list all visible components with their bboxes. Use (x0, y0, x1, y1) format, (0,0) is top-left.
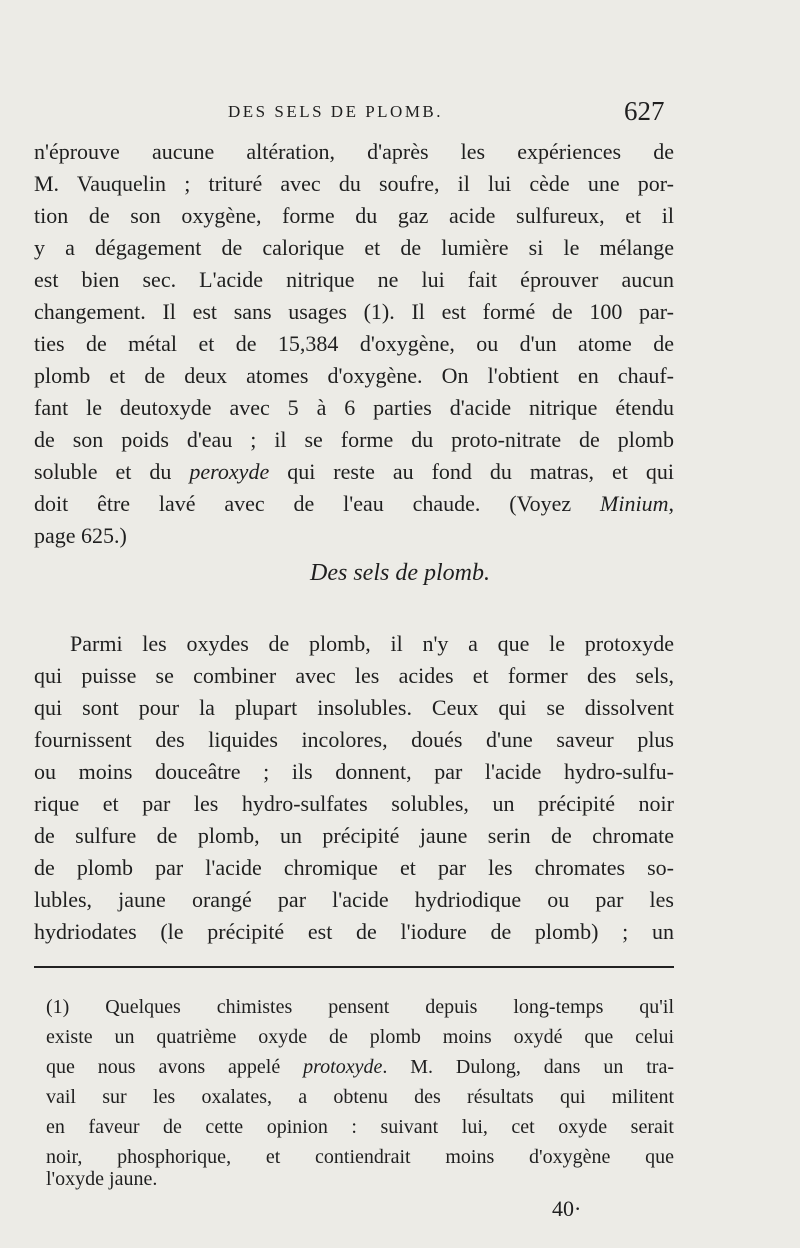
text-line: est bien sec. L'acide nitrique ne lui fait éprouver aucun (34, 267, 674, 292)
running-head: DES SELS DE PLOMB. (228, 102, 444, 121)
footnote-line: l'oxyde jaune. (46, 1168, 158, 1190)
section-heading: Des sels de plomb. (310, 560, 490, 586)
text-line: qui puisse se combiner avec les acides et former des sels, (34, 663, 674, 688)
text-line: hydriodates (le précipité est de l'iodure de plomb) ; un (34, 919, 674, 944)
text-line: y a dégagement de calorique et de lumière si le mélange (34, 235, 674, 260)
italic-term-peroxyde: peroxyde (189, 459, 270, 484)
footnote-line (46, 1052, 674, 1082)
text-line: tion de son oxygène, forme du gaz acide sulfureux, et il (34, 203, 674, 228)
footnote-rule (34, 966, 674, 968)
text-line (34, 488, 674, 520)
footnote-line: en faveur de cette opinion : suivant lui, cet oxyde serait (46, 1116, 674, 1138)
text-line: fant le deutoxyde avec 5 à 6 parties d'acide nitrique étendu (34, 395, 674, 420)
text-run: , (668, 491, 674, 516)
text-line: changement. Il est sans usages (1). Il est formé de 100 par- (34, 299, 674, 324)
text-line: de sulfure de plomb, un précipité jaune serin de chromate (34, 823, 674, 848)
text-line: page 625.) (34, 523, 127, 548)
italic-term-protoxyde: protoxyde (303, 1056, 383, 1078)
page-header (0, 96, 800, 136)
page-number: 627 (624, 96, 665, 126)
footnote-line: noir, phosphorique, et contiendrait moins d'oxygène que (46, 1146, 674, 1168)
text-run: qui reste au fond du matras, et qui (269, 459, 674, 484)
text-run: doit être lavé avec de l'eau chaude. (Voyez (34, 491, 601, 516)
text-line: de son poids d'eau ; il se forme du proto-nitrate de plomb (34, 427, 674, 452)
text-line: ties de métal et de 15,384 d'oxygène, ou d'un atome de (34, 331, 674, 356)
text-line: M. Vauquelin ; trituré avec du soufre, il lui cède une por- (34, 171, 674, 196)
text-line: n'éprouve aucune altération, d'après les expériences de (34, 139, 674, 164)
text-line: rique et par les hydro-sulfates solubles, un précipité noir (34, 791, 674, 816)
italic-term-minium: Minium (600, 491, 669, 516)
text-line: Parmi les oxydes de plomb, il n'y a que le protoxyde (70, 631, 674, 656)
text-line (34, 456, 674, 488)
text-run: soluble et du (34, 459, 190, 484)
text-line: lubles, jaune orangé par l'acide hydriodique ou par les (34, 887, 674, 912)
footnote-line: vail sur les oxalates, a obtenu des résultats qui militent (46, 1086, 674, 1108)
signature-mark: 40· (552, 1196, 582, 1221)
footnote-line: (1) Quelques chimistes pensent depuis long-temps qu'il (46, 996, 674, 1018)
text-run: . M. Dulong, dans un tra- (382, 1056, 674, 1078)
text-line: plomb et de deux atomes d'oxygène. On l'obtient en chauf- (34, 363, 674, 388)
text-line: de plomb par l'acide chromique et par les chromates so- (34, 855, 674, 880)
footnote-line: existe un quatrième oxyde de plomb moins oxydé que celui (46, 1026, 674, 1048)
text-run: que nous avons appelé (46, 1056, 304, 1078)
text-line: qui sont pour la plupart insolubles. Ceux qui se dissolvent (34, 695, 674, 720)
text-line: fournissent des liquides incolores, doués d'une saveur plus (34, 727, 674, 752)
text-line: ou moins douceâtre ; ils donnent, par l'acide hydro-sulfu- (34, 759, 674, 784)
